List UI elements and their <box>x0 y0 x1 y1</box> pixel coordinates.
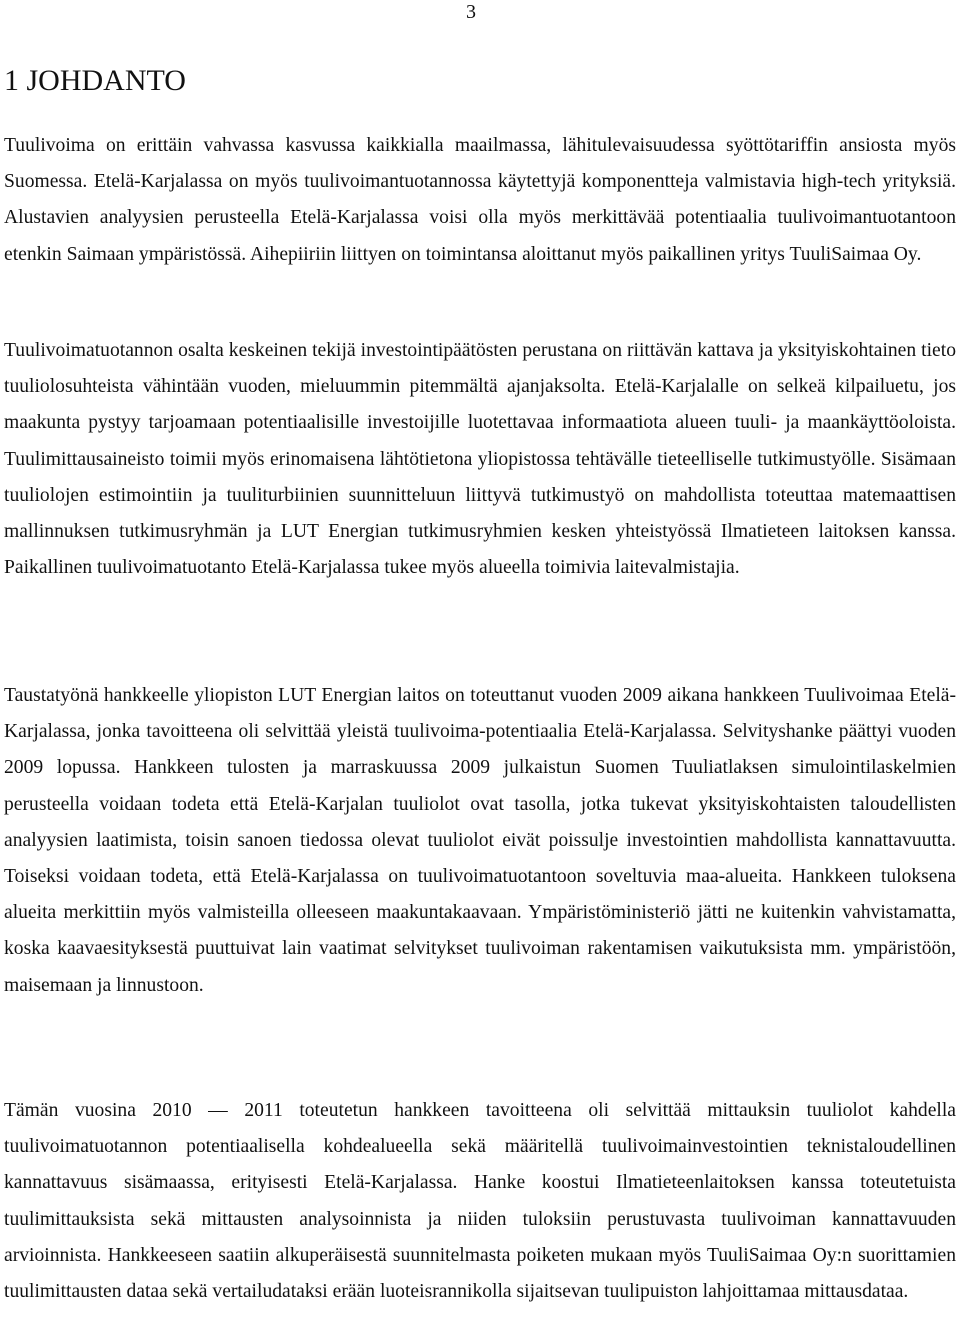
paragraph-background: Taustatyönä hankkeelle yliopiston LUT Energian laitos on toteuttanut vuoden 2009 aikana hankkeen Tuulivoimaa Etelä-Karjalassa, jonka tavoitteena oli selvittää yleistä tuulivoima-potentiaalia Etelä-Karjalassa. Selvityshanke päättyi vuoden 2009 lopussa. Hankkeen tulosten ja marraskuussa 2009 julkaistun Suomen Tuuliatlaksen simulointilaskelmien perusteella voidaan todeta että Etelä-Karjalan tuuliolot ovat tasolla, jotka tukevat yksityiskohtaisten taloudellisten analyysien laatimista, toisin sanoen tiedossa olevat tuuliolot eivät poissulje investointien mahdollista kannattavuutta. Toiseksi voidaan todeta, että Etelä-Karjalassa on tuulivoimatuotantoon soveltuvia maa-alueita. Hankkeen tuloksena alueita merkittiin myös valmisteilla olleeseen maakuntakaavaan. Ympäristöministeriö jätti ne kuitenkin vahvistamatta, koska kaavaesityksestä puuttuivat lain vaatimat selvitykset tuulivoiman rakentamisen vaikutuksista mm. ympäristöön, maisemaan ja linnustoon. <box>4 685 956 996</box>
paragraph-intro: Tuulivoima on erittäin vahvassa kasvussa kaikkialla maailmassa, lähitulevaisuudessa syöttötariffin ansiosta myös Suomessa. Etelä-Karjalassa on myös tuulivoimantuotannossa käytettyjä komponentteja valmistavia high-tech yrityksiä. Alustavien analyysien perusteella Etelä-Karjalassa voisi olla myös merkittävää potentiaalia tuulivoimantuotantoon etenkin Saimaan ympäristössä. Aihepiiriin liittyen on toimintansa aloittanut myös paikallinen yritys TuuliSaimaa Oy. <box>4 135 956 265</box>
chapter-heading: 1 JOHDANTO <box>4 64 186 97</box>
page-number: 3 <box>466 1 476 23</box>
paragraph-project-goals: Tämän vuosina 2010 — 2011 toteutetun hankkeen tavoitteena oli selvittää mittauksin tuuliolot kahdella tuulivoimatuotannon potentiaalisella kohdealueella sekä määritellä tuulivoimainvestointien teknistaloudellinen kannattavuus sisämaassa, erityisesti Etelä-Karjalassa. Hanke koostui Ilmatieteenlaitoksen kanssa toteutetuista tuulimittauksista sekä mittausten analysoinnista ja niiden tuloksiin perustuvasta tuulivoiman kannattavuuden arvioinnista. Hankkeeseen saatiin alkuperäisestä suunnitelmasta poiketen mukaan myös TuuliSaimaa Oy:n suorittamien tuulimittausten dataa sekä vertailudataksi erään luoteisrannikolla sijaitsevan tuulipuiston lahjoittamaa mittausdataa. <box>4 1100 956 1303</box>
paragraph-wind-data: Tuulivoimatuotannon osalta keskeinen tekijä investointipäätösten perustana on riittävän kattava ja yksityiskohtainen tieto tuuliolosuhteista vähintään vuoden, mieluummin pitemmältä ajanjaksolta. Etelä-Karjalalle on selkeä kilpailuetu, jos maakunta pystyy tarjoamaan potentiaalisille investoijille luotettavaa informaatiota alueen tuuli- ja maankäyttöoloista. Tuulimittausaineisto toimii myös erinomaisena lähtötietona yliopistossa tehtävälle tieteelliselle tutkimustyölle. Sisämaan tuuliolojen estimointiin ja tuuliturbiinien suunnitteluun liittyvä tutkimustyö on mahdollista toteuttaa matemaattisen mallinnuksen tutkimusryhmän ja LUT Energian tutkimusryhmien kesken yhteistyössä Ilmatieteen laitoksen kanssa. Paikallinen tuulivoimatuotanto Etelä-Karjalassa tukee myös alueella toimivia laitevalmistajia. <box>4 340 956 579</box>
